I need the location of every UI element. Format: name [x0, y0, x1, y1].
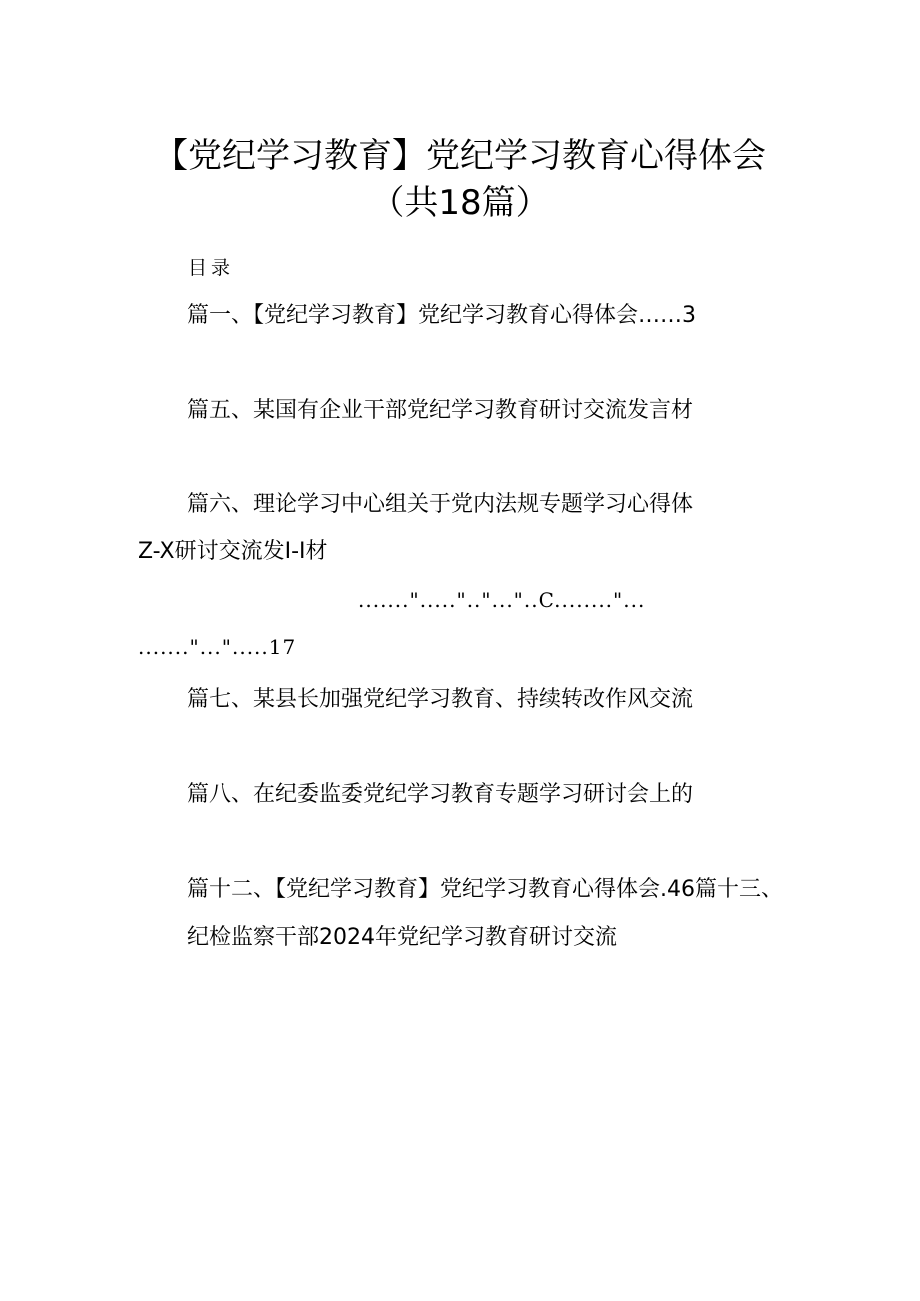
toc-entry-7: 篇七、某县长加强党纪学习教育、持续转改作风交流 — [187, 687, 694, 712]
toc-heading: 目录 — [188, 257, 235, 279]
toc-entry-6: 篇六、理论学习中心组关于党内法规专题学习心得体 — [187, 492, 694, 517]
toc-entry-13: 纪检监察干部2024年党纪学习教育研讨交流 — [187, 925, 617, 950]
document-subtitle: （共18篇） — [370, 183, 550, 223]
toc-entry-12: 篇十二、【党纪学习教育】党纪学习教育心得体会.46篇十三、 — [187, 877, 783, 902]
toc-entry-6-page: ......."...".....17 — [138, 635, 297, 659]
toc-entry-5: 篇五、某国有企业干部党纪学习教育研讨交流发言材 — [187, 398, 694, 423]
toc-entry-6-continued: Z-X研讨交流发I-I材 — [138, 539, 328, 564]
document-title: 【党纪学习教育】党纪学习教育心得体会 — [154, 136, 766, 176]
toc-entry-8: 篇八、在纪委监委党纪学习教育专题学习研讨会上的 — [187, 782, 694, 807]
toc-entry-1: 篇一、【党纪学习教育】党纪学习教育心得体会……3 — [187, 303, 696, 328]
toc-entry-6-leader: .......".....".."..."..C........"... — [358, 588, 646, 612]
